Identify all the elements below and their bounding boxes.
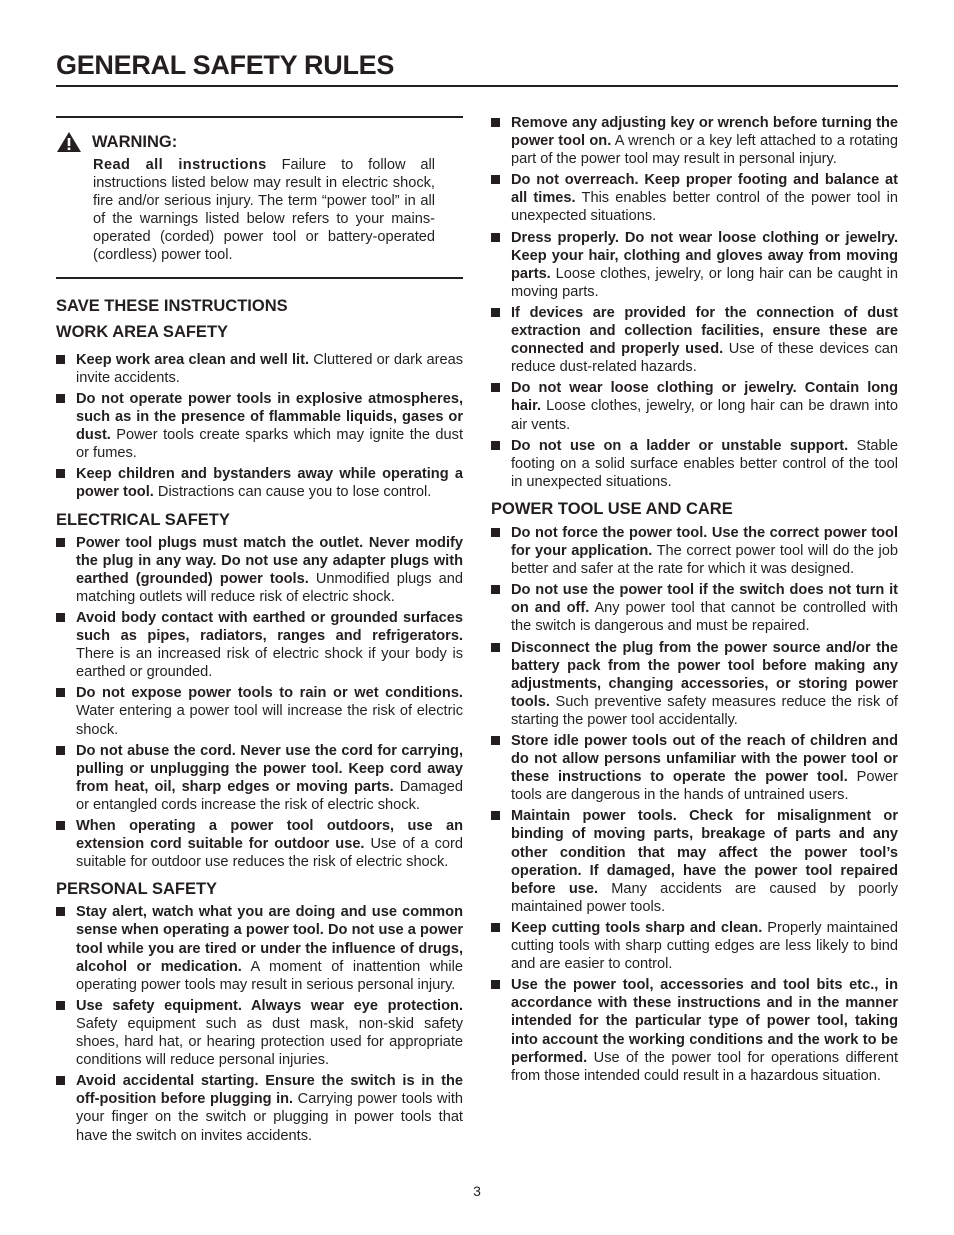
- rule-bold-text: Stay alert, watch what you are doing and use common sense when operating a power tool. Do not use a power tool while you are tired or under the influence of drugs, alcohol or medication.: [76, 904, 463, 975]
- rule-bold-text: Use safety equipment. Always wear eye protection.: [76, 997, 463, 1014]
- warning-body-text: Failure to follow all instructions listed below may result in electric shock, fire and/or serious injury. The term “power tool” in all of the warnings listed below refers to your mains-operated (corded) power tool or battery-operated (cordless) power tool.: [93, 157, 435, 264]
- safety-rule-item: [491, 581, 898, 635]
- rule-bold-text: Avoid body contact with earthed or grounded surfaces such as pipes, radiators, ranges and refrigerators.: [76, 609, 463, 645]
- rule-body-text: A wrench or a key left attached to a rotating part of the power tool may result in personal injury.: [511, 133, 899, 168]
- rule-bold-text: Disconnect the plug from the power source and/or the battery pack from the power tool before making any adjustments, changing accessories, or storing power tools.: [511, 639, 898, 710]
- title-divider: [56, 85, 898, 87]
- safety-rule-item: [56, 817, 463, 871]
- rule-body-text: The correct power tool will do the job better and safer at the rate for which it was designed.: [511, 543, 898, 578]
- safety-rule-item: [56, 609, 463, 681]
- rule-body-text: Safety equipment such as dust mask, non-skid safety shoes, hard hat, or hearing protection used for appropriate conditions will reduce personal injuries.: [76, 1015, 463, 1069]
- rule-body-text: This enables better control of the power tool in unexpected situations.: [511, 190, 898, 225]
- rule-body-text: Use of the power tool for operations different from those intended could result in a hazardous situation.: [511, 1049, 898, 1084]
- square-bullet-icon: [56, 1076, 65, 1085]
- rule-body-text: Many accidents are caused by poorly maintained power tools.: [511, 880, 899, 915]
- warning-box: [56, 116, 463, 279]
- electrical-heading: ELECTRICAL SAFETY: [56, 510, 230, 529]
- rule-bold-text: Keep work area clean and well lit.: [76, 351, 309, 368]
- safety-rule-item: [491, 229, 898, 301]
- safety-rule-item: [56, 903, 463, 993]
- square-bullet-icon: [56, 688, 65, 697]
- safety-rule-item: [491, 732, 898, 804]
- rule-bold-text: Keep cutting tools sharp and clean.: [511, 919, 763, 936]
- square-bullet-icon: [491, 643, 500, 652]
- rule-bold-text: Store idle power tools out of the reach of children and do not allow persons unfamiliar with the power tool or these instructions to operate the power tool.: [511, 733, 898, 786]
- power-tool-use-heading: POWER TOOL USE AND CARE: [491, 499, 733, 518]
- rule-body-text: Loose clothes, jewelry, or long hair can be caught in moving parts.: [511, 265, 898, 300]
- square-bullet-icon: [491, 308, 500, 317]
- safety-rule-item: [491, 437, 898, 491]
- warning-bold-text: Read all instructions: [93, 157, 267, 173]
- rule-bold-text: Do not expose power tools to rain or wet conditions.: [76, 685, 463, 702]
- safety-rule-item: [491, 114, 898, 168]
- rule-body-text: Distractions can cause you to lose control.: [153, 484, 432, 501]
- electrical-list: [56, 534, 463, 872]
- square-bullet-icon: [491, 528, 500, 537]
- safety-rule-item: [491, 524, 898, 578]
- warning-triangle-icon: [56, 131, 82, 153]
- rule-body-text: Any power tool that cannot be controlled with the switch is dangerous and must be repaired.: [511, 600, 898, 635]
- rule-body-text: Loose clothes, jewelry, or long hair can be drawn into air vents.: [511, 398, 898, 433]
- rule-bold-text: If devices are provided for the connection of dust extraction and collection facilities, ensure these are connected and properly used.: [511, 304, 898, 358]
- rule-bold-text: Remove any adjusting key or wrench before turning the power tool on.: [511, 115, 898, 150]
- safety-rule-item: [491, 171, 898, 225]
- rule-bold-text: Do not abuse the cord. Never use the cord for carrying, pulling or unplugging the power tool. Keep cord away from heat, oil, sharp edges or moving parts.: [76, 742, 463, 795]
- save-instructions-heading: SAVE THESE INSTRUCTIONS: [56, 296, 288, 315]
- square-bullet-icon: [491, 811, 500, 820]
- rule-bold-text: Do not force the power tool. Use the correct power tool for your application.: [511, 524, 898, 560]
- square-bullet-icon: [56, 613, 65, 622]
- rule-bold-text: Maintain power tools. Check for misalignment or binding of moving parts, breakage of parts and any other condition that may affect the power tool’s operation. If damaged, have the power tool repaired before use.: [511, 808, 898, 897]
- square-bullet-icon: [491, 175, 500, 184]
- rule-bold-text: Do not wear loose clothing or jewelry. Contain long hair.: [511, 380, 898, 415]
- work-area-heading: WORK AREA SAFETY: [56, 322, 229, 341]
- square-bullet-icon: [491, 980, 500, 989]
- square-bullet-icon: [491, 736, 500, 745]
- safety-rule-item: [491, 976, 898, 1085]
- rule-body-text: Unmodified plugs and matching outlets will reduce risk of electric shock.: [76, 570, 463, 605]
- rule-body-text: Use of these devices can reduce dust-related hazards.: [511, 341, 898, 376]
- safety-rule-item: [56, 684, 463, 738]
- safety-rule-item: [491, 379, 898, 433]
- warning-label: WARNING:: [92, 132, 178, 151]
- rule-bold-text: Avoid accidental starting. Ensure the switch is in the off-position before plugging in.: [76, 1073, 463, 1108]
- square-bullet-icon: [491, 383, 500, 392]
- page-title: GENERAL SAFETY RULES: [56, 50, 395, 80]
- rule-body-text: Properly maintained cutting tools with sharp cutting edges are less likely to bind and are easier to control.: [511, 919, 898, 973]
- square-bullet-icon: [491, 118, 500, 127]
- safety-rule-item: [56, 351, 463, 387]
- square-bullet-icon: [56, 1001, 65, 1010]
- personal-list-left: [56, 903, 463, 1144]
- rule-bold-text: Do not operate power tools in explosive atmospheres, such as in the presence of flammable liquids, gases or dust.: [76, 390, 463, 444]
- square-bullet-icon: [56, 821, 65, 830]
- rule-bold-text: When operating a power tool outdoors, use an extension cord suitable for outdoor use.: [76, 818, 463, 853]
- rule-body-text: Stable footing on a solid surface enables better control of the tool in unexpected situations.: [511, 437, 899, 490]
- square-bullet-icon: [491, 233, 500, 242]
- rule-bold-text: Do not overreach. Keep proper footing and balance at all times.: [511, 172, 898, 207]
- rule-body-text: A moment of inattention while operating power tools may result in serious personal injury.: [76, 958, 463, 993]
- square-bullet-icon: [491, 923, 500, 932]
- square-bullet-icon: [56, 469, 65, 478]
- safety-rule-item: [491, 304, 898, 376]
- rule-body-text: Cluttered or dark areas invite accidents.: [76, 351, 463, 386]
- right-column: [491, 114, 898, 1088]
- personal-list-right: [491, 114, 898, 491]
- rule-bold-text: Keep children and bystanders away while operating a power tool.: [76, 466, 463, 501]
- rule-bold-text: Power tool plugs must match the outlet. Never modify the plug in any way. Do not use any adapter plugs with earthed (grounded) power tools.: [76, 534, 463, 587]
- safety-rule-item: [56, 997, 463, 1069]
- work-area-list: [56, 351, 463, 502]
- rule-body-text: Damaged or entangled cords increase the risk of electric shock.: [76, 778, 463, 813]
- rule-body-text: Use of a cord suitable for outdoor use reduces the risk of electric shock.: [76, 836, 463, 871]
- rule-body-text: Such preventive safety measures reduce the risk of starting the power tool accidentally.: [511, 693, 898, 728]
- power-tool-use-list: [491, 524, 898, 1085]
- rule-body-text: Carrying power tools with your finger on the switch or plugging in power tools that have the switch on invites accidents.: [76, 1091, 463, 1144]
- rule-body-text: Power tools are dangerous in the hands of untrained users.: [511, 769, 898, 804]
- square-bullet-icon: [491, 441, 500, 450]
- left-column: [56, 114, 463, 1148]
- rule-bold-text: Do not use the power tool if the switch does not turn it on and off.: [511, 582, 898, 617]
- rule-body-text: Water entering a power tool will increase the risk of electric shock.: [76, 703, 463, 738]
- warning-header: [56, 131, 435, 153]
- warning-text: [93, 156, 435, 265]
- square-bullet-icon: [491, 585, 500, 594]
- personal-heading: PERSONAL SAFETY: [56, 880, 218, 899]
- rule-bold-text: Do not use on a ladder or unstable support.: [511, 437, 849, 454]
- safety-rule-item: [56, 390, 463, 462]
- safety-rule-item: [56, 742, 463, 814]
- square-bullet-icon: [56, 355, 65, 364]
- page-number: 3: [473, 1183, 481, 1199]
- safety-rule-item: [491, 919, 898, 973]
- safety-rule-item: [491, 807, 898, 916]
- safety-rule-item: [56, 1072, 463, 1144]
- safety-rule-item: [491, 639, 898, 729]
- rule-bold-text: Dress properly. Do not wear loose clothing or jewelry. Keep your hair, clothing and gloves away from moving parts.: [511, 229, 898, 282]
- rule-body-text: There is an increased risk of electric shock if your body is earthed or grounded.: [76, 646, 463, 681]
- square-bullet-icon: [56, 907, 65, 916]
- rule-body-text: Power tools create sparks which may ignite the dust or fumes.: [76, 427, 463, 462]
- rule-bold-text: Use the power tool, accessories and tool bits etc., in accordance with these instructions and in the manner intended for the particular type of power tool, taking into account the working conditions and the work to be performed.: [511, 977, 898, 1066]
- safety-rule-item: [56, 465, 463, 501]
- square-bullet-icon: [56, 538, 65, 547]
- square-bullet-icon: [56, 394, 65, 403]
- safety-rule-item: [56, 534, 463, 606]
- square-bullet-icon: [56, 746, 65, 755]
